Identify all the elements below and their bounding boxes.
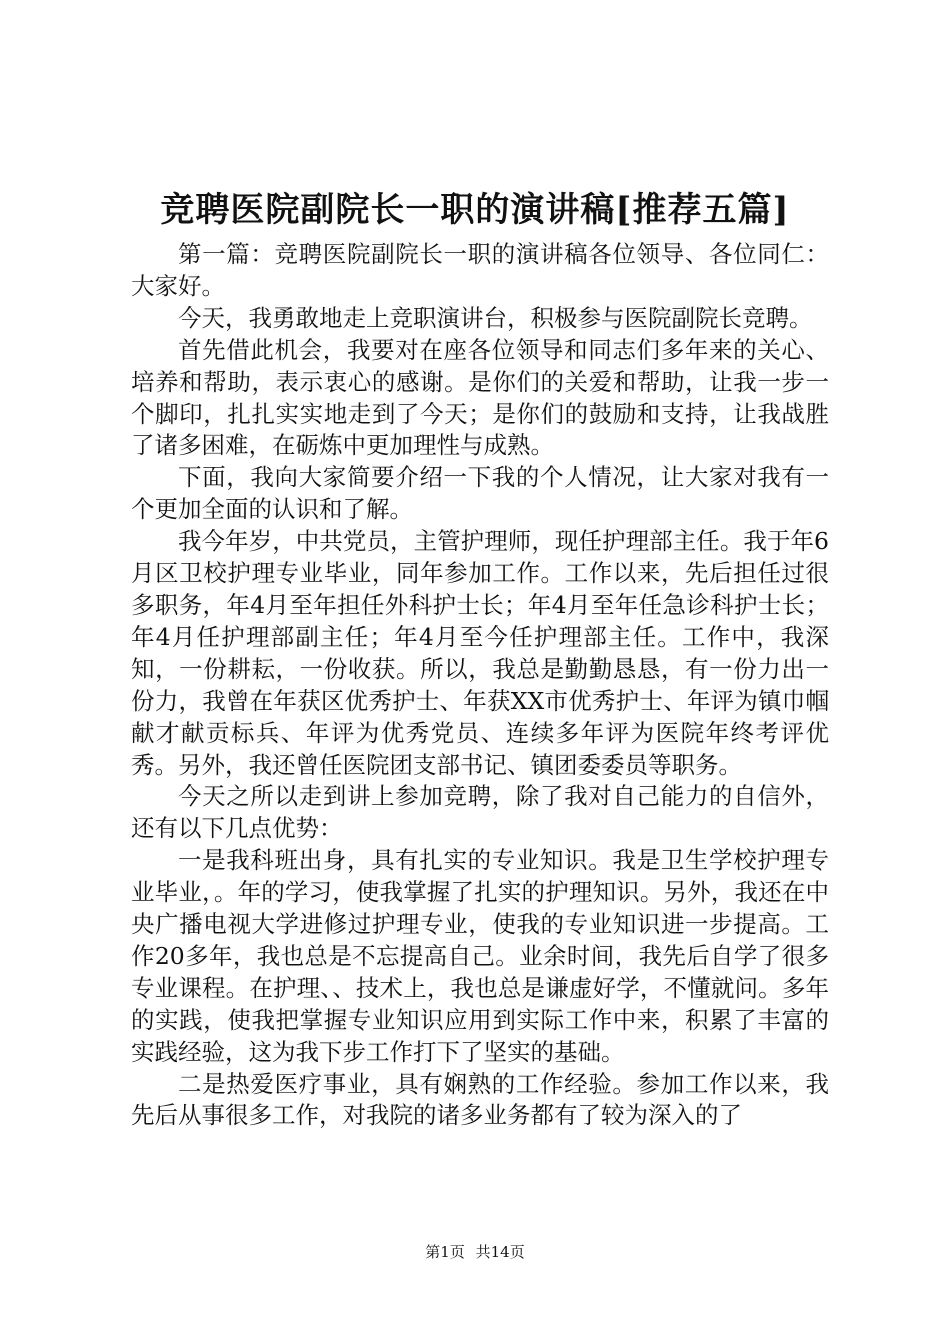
paragraph: 今天，我勇敢地走上竞职演讲台，积极参与医院副院长竞聘。 xyxy=(178,303,813,332)
paragraph: 下面，我向大家简要介绍一下我的个人情况，让大家对我有一个更加全面的认识和了解。 xyxy=(131,463,829,524)
page-footer xyxy=(0,1240,950,1264)
document-body xyxy=(131,239,829,1132)
paragraph: 第一篇：竞聘医院副院长一职的演讲稿各位领导、各位同仁：大家好。 xyxy=(131,240,829,300)
paragraph: 一是我科班出身，具有扎实的专业知识。我是卫生学校护理专业毕业，。年的学习，使我掌握了扎实的护理知识。另外，我还在中央广播电视大学进修过护理专业，使我的专业知识进一步提高。工作20多年，我也总是不忘提高自己。业余时间，我先后自学了很多专业课程。在护理、、技术上，我也总是谦虚好学，不懂就问。多年的实践，使我把掌握专业知识应用到实际工作中来，积累了丰富的实践经验，这为我下步工作打下了坚实的基础。 xyxy=(131,846,829,1066)
paragraph: 二是热爱医疗事业，具有娴熟的工作经验。参加工作以来，我先后从事很多工作，对我院的诸多业务都有了较为深入的了 xyxy=(131,1069,829,1130)
page-total: 共14页 xyxy=(475,1243,525,1261)
paragraph: 今天之所以走到讲上参加竞聘，除了我对自己能力的自信外，还有以下几点优势： xyxy=(131,782,829,843)
page-number: 第1页 xyxy=(425,1243,465,1261)
paragraph: 我今年岁，中共党员，主管护理师，现任护理部主任。我于年6月区卫校护理专业毕业，同年参加工作。工作以来，先后担任过很多职务，年4月至年担任外科护士长；年4月至年任急诊科护士长；年4月任护理部副主任；年4月至今任护理部主任。工作中，我深知，一份耕耘，一份收获。所以，我总是勤勤恳恳，有一份力出一份力，我曾在年获区优秀护士、年获XX市优秀护士、年评为镇巾帼献才献贡标兵、年评为优秀党员、连续多年评为医院年终考评优秀。另外，我还曾任医院团支部书记、镇团委委员等职务。 xyxy=(131,527,829,779)
paragraph: 首先借此机会，我要对在座各位领导和同志们多年来的关心、培养和帮助，表示衷心的感谢。是你们的关爱和帮助，让我一步一个脚印，扎扎实实地走到了今天；是你们的鼓励和支持，让我战胜了诸多困难，在砺炼中更加理性与成熟。 xyxy=(131,335,829,460)
document-title: 竞聘医院副院长一职的演讲稿[推荐五篇] xyxy=(160,190,790,230)
